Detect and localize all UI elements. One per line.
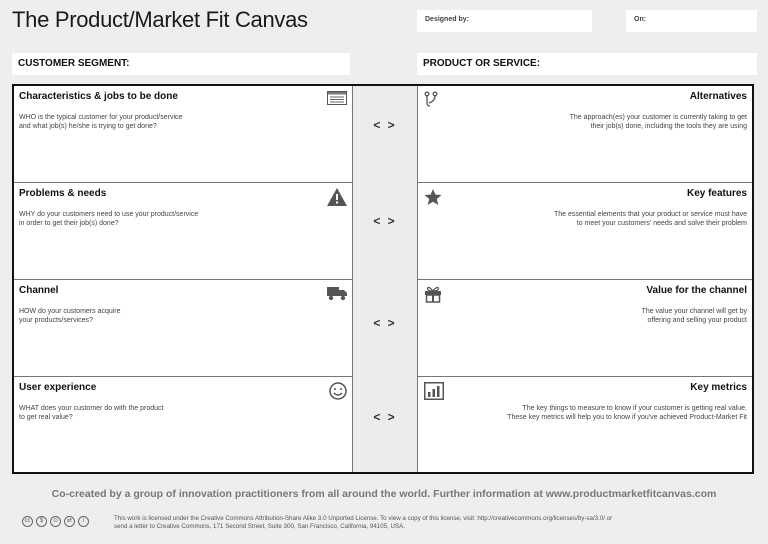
cell-title: User experience — [19, 382, 97, 393]
cell-title: Value for the channel — [646, 285, 747, 296]
cell-problems-needs[interactable] — [14, 183, 352, 280]
bar-chart-icon — [424, 382, 444, 405]
cell-title: Problems & needs — [19, 188, 107, 199]
truck-icon — [327, 285, 347, 306]
cell-description: WHY do your customers need to use your product/service in order to get their job(s) done? — [19, 211, 199, 227]
warning-icon — [327, 188, 347, 211]
on-label: On: — [634, 16, 647, 23]
smiley-icon — [329, 382, 347, 405]
fit-arrows: < > — [373, 316, 397, 330]
cell-channel[interactable] — [14, 280, 352, 377]
cell-title: Channel — [19, 285, 59, 296]
cell-key-features[interactable] — [418, 183, 752, 280]
cell-characteristics[interactable] — [14, 86, 352, 183]
cell-description: The approach(es) your customer is currently taking to get their job(s) done, including the tools they are using — [569, 114, 747, 130]
canvas-grid — [12, 84, 754, 474]
fork-icon — [424, 91, 438, 114]
fit-arrows: < > — [373, 410, 397, 424]
cc-icon: cc — [22, 516, 33, 527]
product-field[interactable] — [417, 53, 757, 75]
date-field[interactable] — [626, 10, 757, 32]
cell-title: Key features — [686, 188, 747, 199]
cell-description: The essential elements that your product or service must have to meet your customers' needs and solve their problem — [554, 211, 747, 227]
cell-description: WHAT does your customer do with the product to get real value? — [19, 405, 164, 421]
cell-description: WHO is the typical customer for your product/service and what job(s) he/she is trying to get done? — [19, 114, 183, 130]
gift-icon — [424, 285, 442, 308]
cell-title: Characteristics & jobs to be done — [19, 91, 178, 102]
cell-description: The value your channel will get by offering and selling your product — [641, 308, 747, 324]
attribution-icon: i — [78, 516, 89, 527]
cell-key-metrics[interactable] — [418, 377, 752, 474]
product-label: PRODUCT OR SERVICE: — [423, 58, 541, 69]
customer-segment-label: CUSTOMER SEGMENT: — [18, 58, 130, 69]
designed-by-field[interactable] — [417, 10, 592, 32]
fit-arrows: < > — [373, 214, 397, 228]
designed-by-label: Designed by: — [425, 16, 469, 23]
customer-segment-field[interactable] — [12, 53, 350, 75]
cell-value-for-channel[interactable] — [418, 280, 752, 377]
cell-alternatives[interactable] — [418, 86, 752, 183]
cell-user-experience[interactable] — [14, 377, 352, 474]
cell-description: The key things to measure to know if your customer is getting real value. These key metrics will help you to know if you've achieved Product-Market Fit — [507, 405, 747, 421]
fit-column — [352, 86, 418, 472]
list-icon — [327, 91, 347, 110]
fit-arrows: < > — [373, 118, 397, 132]
share-alike-icon: ⊙ — [50, 516, 61, 527]
page-title: The Product/Market Fit Canvas — [12, 7, 308, 32]
star-icon — [424, 188, 442, 211]
license-text: This work is licensed under the Creative Commons Attribution-Share Alike 3.0 Unported License. To view a copy of this license, visit: http://creativecommons.org/licenses/by-sa/3.0/ or send a letter to Creative Commons, 171 Second Street, Suite 300, San Francisco, California, 94105, USA. — [114, 515, 613, 530]
cell-description: HOW do your customers acquire your products/services? — [19, 308, 121, 324]
remix-icon: ⇄ — [64, 516, 75, 527]
public-domain-icon: $ — [36, 516, 47, 527]
footer-text: Co-created by a group of innovation practitioners from all around the world. Further information at www.productmarketfitcanvas.com — [51, 488, 717, 500]
cell-title: Alternatives — [689, 91, 747, 102]
cell-title: Key metrics — [690, 382, 747, 393]
cc-license-icons — [22, 516, 89, 527]
